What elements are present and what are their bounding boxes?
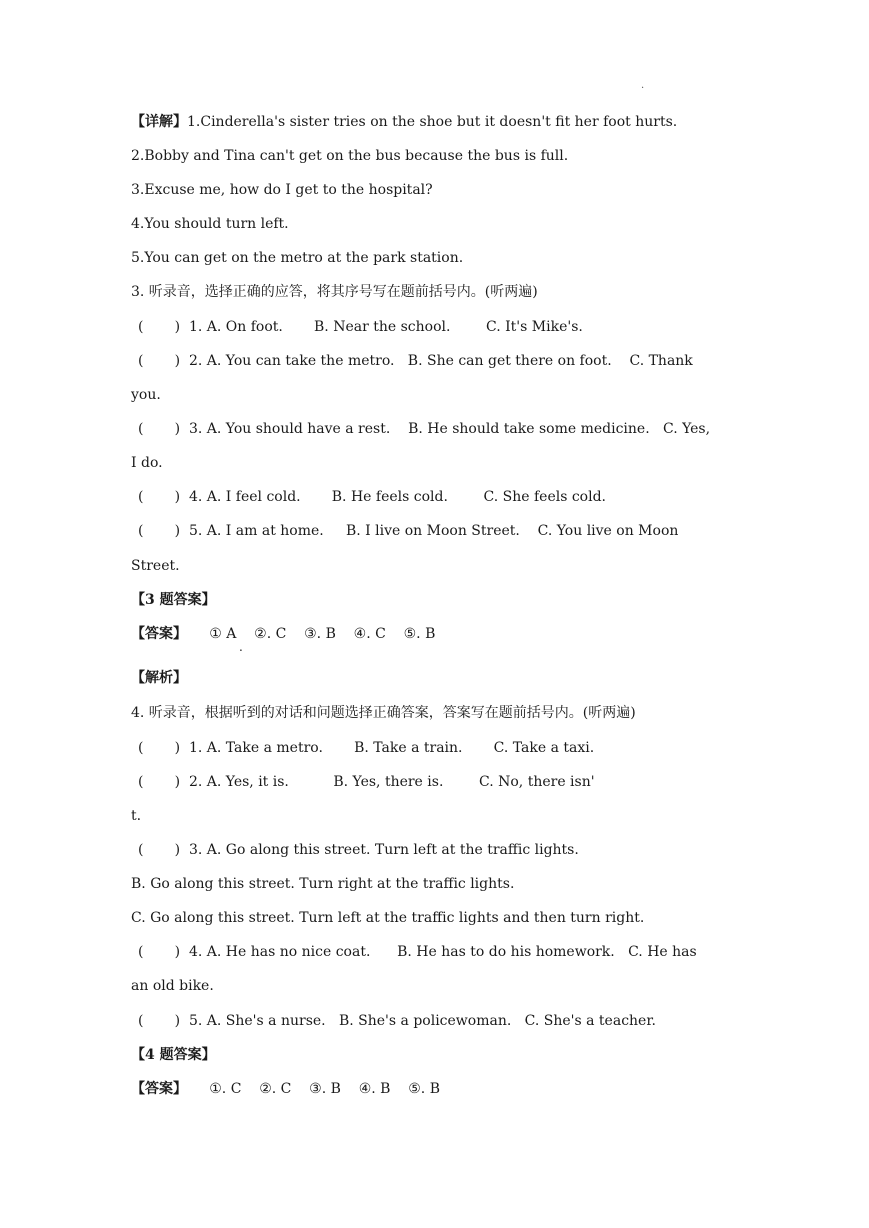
q3-answer-row bbox=[131, 624, 435, 644]
q3-item-3-cont: I do. bbox=[131, 455, 163, 471]
q4-item-2-cont: t. bbox=[131, 808, 142, 824]
q3-item-1: ( ) 1. A. On foot. B. Near the school. C. It's Mike's. bbox=[138, 319, 583, 335]
q3-item-2: ( ) 2. A. You can take the metro. B. She can get there on foot. C. Thank bbox=[138, 353, 693, 369]
q4-item-4: ( ) 4. A. He has no nice coat. B. He has to do his homework. C. He has bbox=[138, 944, 697, 960]
page-dot: . bbox=[641, 80, 645, 91]
q4-item-3: ( ) 3. A. Go along this street. Turn left at the traffic lights. bbox=[138, 842, 579, 858]
detail-text-1: 1.Cinderella's sister tries on the shoe but it doesn't fit her foot hurts. bbox=[187, 114, 678, 130]
detail-line-5: 5.You can get on the metro at the park station. bbox=[131, 250, 464, 266]
q4-item-1: ( ) 1. A. Take a metro. B. Take a train. C. Take a taxi. bbox=[138, 740, 595, 756]
detail-line-4: 4.You should turn left. bbox=[131, 216, 289, 232]
q3-title: 3. 听录音，选择正确的应答，将其序号写在题前括号内。(听两遍) bbox=[131, 284, 538, 300]
q4-title: 4. 听录音，根据听到的对话和问题选择正确答案，答案写在题前括号内。(听两遍) bbox=[131, 705, 636, 721]
q3-item-4: ( ) 4. A. I feel cold. B. He feels cold. C. She feels cold. bbox=[138, 489, 607, 505]
q4-item-3-option-b: B. Go along this street. Turn right at the traffic lights. bbox=[131, 876, 515, 892]
q3-analysis-label: 【解析】 bbox=[131, 670, 187, 686]
q4-answer-values: ①. C ②. C ③. B ④. B ⑤. B bbox=[187, 1081, 440, 1097]
detail-label: 【详解】 bbox=[131, 114, 187, 130]
detail-line-1 bbox=[131, 112, 677, 132]
q3-answer-values: ① A ②. C ③. B ④. C ⑤. B bbox=[187, 626, 436, 642]
q4-answer-heading: 【4 题答案】 bbox=[131, 1047, 216, 1063]
q3-item-2-cont: you. bbox=[131, 387, 161, 403]
q3-item-3: ( ) 3. A. You should have a rest. B. He should take some medicine. C. Yes, bbox=[138, 421, 711, 437]
q4-item-2: ( ) 2. A. Yes, it is. B. Yes, there is. C. No, there isn' bbox=[138, 774, 595, 790]
q4-answer-label: 【答案】 bbox=[131, 1081, 187, 1097]
q3-item-5: ( ) 5. A. I am at home. B. I live on Moon Street. C. You live on Moon bbox=[138, 523, 679, 539]
q3-answer-heading: 【3 题答案】 bbox=[131, 592, 216, 608]
q3-answer-label: 【答案】 bbox=[131, 626, 187, 642]
detail-line-2: 2.Bobby and Tina can't get on the bus because the bus is full. bbox=[131, 148, 569, 164]
q4-item-5: ( ) 5. A. She's a nurse. B. She's a policewoman. C. She's a teacher. bbox=[138, 1013, 656, 1029]
q4-item-4-cont: an old bike. bbox=[131, 978, 214, 994]
detail-line-3: 3.Excuse me, how do I get to the hospital? bbox=[131, 182, 433, 198]
q4-item-3-option-c: C. Go along this street. Turn left at the traffic lights and then turn right. bbox=[131, 910, 645, 926]
q4-answer-row bbox=[131, 1079, 440, 1099]
q3-item-5-cont: Street. bbox=[131, 558, 180, 574]
emphasis-dot: . bbox=[239, 640, 243, 654]
